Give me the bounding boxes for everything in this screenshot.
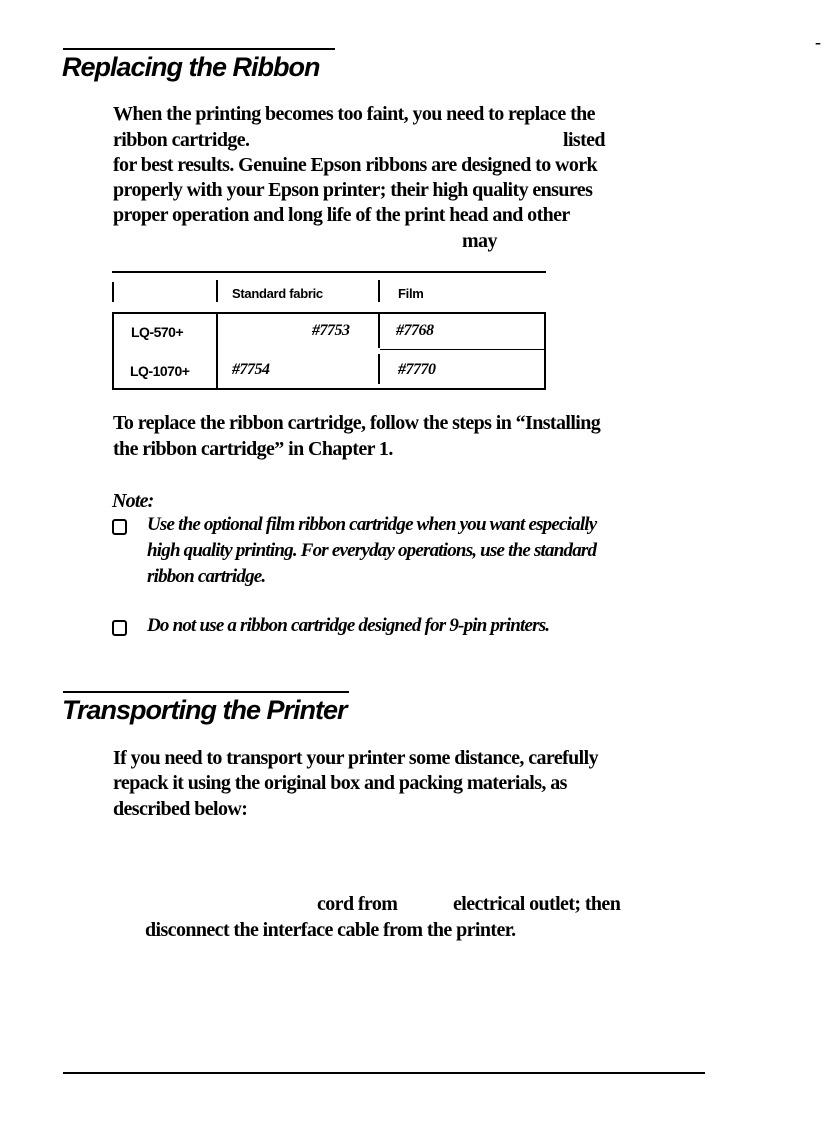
table-cell-standard: #7754 <box>232 361 270 378</box>
paragraph-fragment: may <box>462 230 497 252</box>
paragraph-fragment: listed <box>563 129 605 151</box>
paragraph-line: ribbon cartridge. <box>113 129 250 151</box>
paragraph-line: the ribbon cartridge” in Chapter 1. <box>113 438 393 460</box>
footer-rule <box>63 1072 705 1074</box>
section-title-replacing-ribbon: Replacing the Ribbon <box>62 52 320 82</box>
paragraph-line: When the printing becomes too faint, you need to replace the <box>113 103 595 125</box>
step-fragment: electrical outlet; then <box>453 893 621 915</box>
paragraph-line: repack it using the original box and packing materials, as <box>113 772 567 794</box>
checkbox-bullet-icon <box>112 620 127 636</box>
section-rule <box>63 48 335 50</box>
table-cell-film: #7768 <box>396 322 434 339</box>
section-rule <box>63 691 349 693</box>
paragraph-line: If you need to transport your printer some distance, carefully <box>113 747 598 769</box>
table-cell-standard: #7753 <box>312 322 350 339</box>
paragraph-line: properly with your Epson printer; their high quality ensures <box>113 179 593 201</box>
paragraph-line: To replace the ribbon cartridge, follow the steps in “Installing <box>113 412 601 434</box>
table-cell-film: #7770 <box>398 361 436 378</box>
step-fragment: cord from <box>317 893 398 915</box>
note-item-line: high quality printing. For everyday operations, use the standard <box>147 540 597 561</box>
table-cell-model: LQ-1070+ <box>130 363 190 379</box>
note-item-line: Use the optional film ribbon cartridge when you want especially <box>147 514 597 535</box>
table-cell-model: LQ-570+ <box>131 324 184 340</box>
table-header-standard: Standard fabric <box>232 286 323 301</box>
paragraph-line: for best results. Genuine Epson ribbons are designed to work <box>113 154 598 176</box>
note-label: Note: <box>112 490 154 512</box>
checkbox-bullet-icon <box>112 519 127 535</box>
note-item-line: ribbon cartridge. <box>147 566 266 587</box>
paragraph-line: proper operation and long life of the print head and other <box>113 204 570 226</box>
note-item-line: Do not use a ribbon cartridge designed for 9-pin printers. <box>147 615 550 636</box>
table-header-film: Film <box>398 286 424 301</box>
paragraph-line: described below: <box>113 798 248 820</box>
section-title-transporting-printer: Transporting the Printer <box>62 695 347 725</box>
step-line: disconnect the interface cable from the printer. <box>145 919 516 941</box>
margin-mark: - <box>815 32 821 52</box>
